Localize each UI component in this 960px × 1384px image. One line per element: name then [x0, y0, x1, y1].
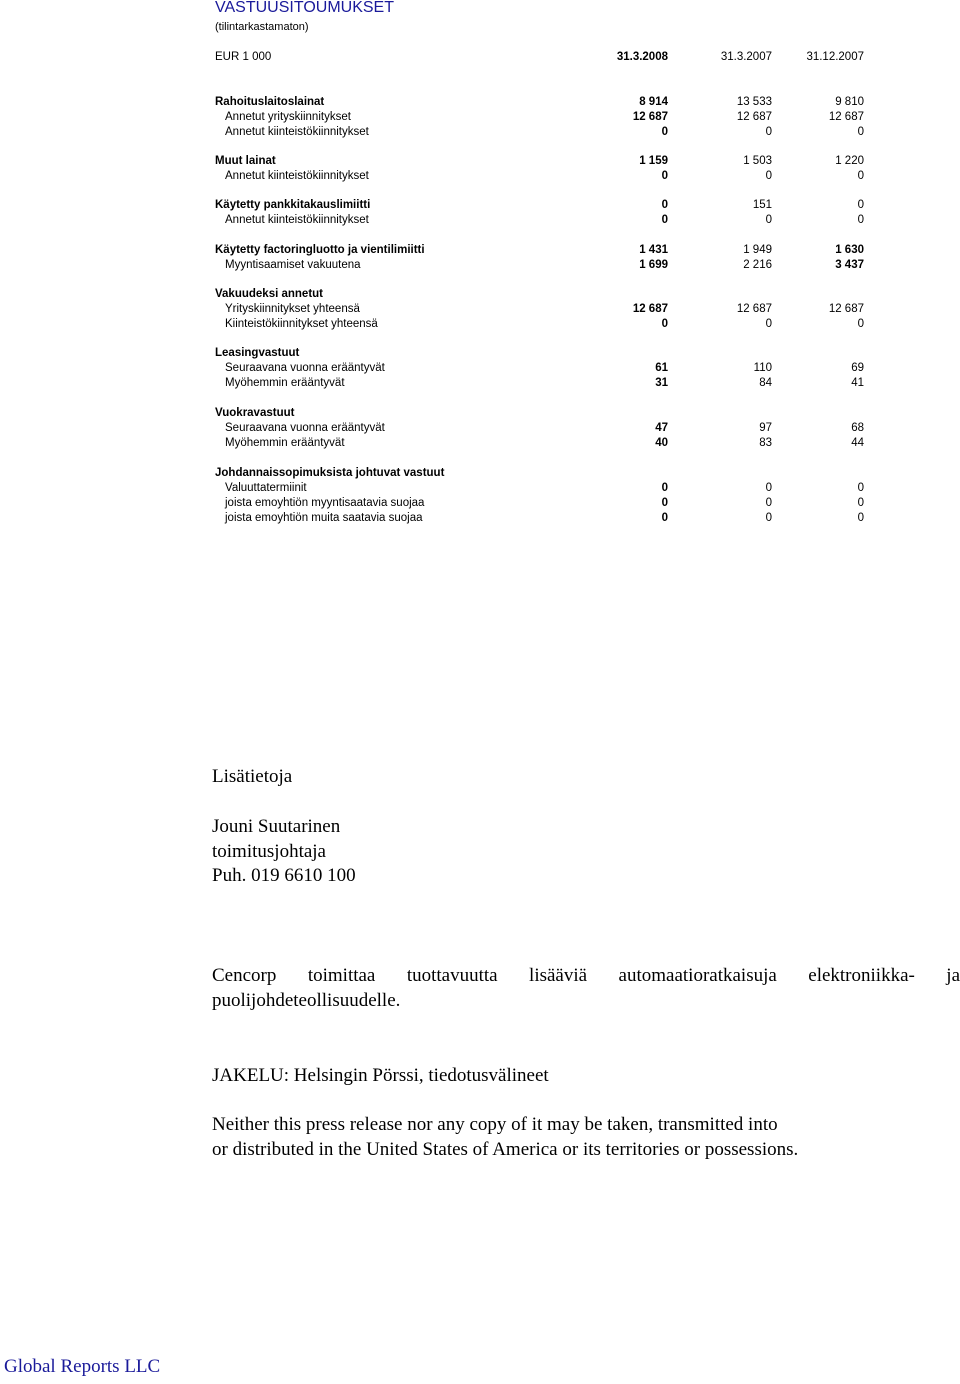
row-label: joista emoyhtiön myyntisaatavia suojaa [225, 497, 425, 509]
cell-value: 1 220 [835, 155, 864, 167]
cell-value: 12 687 [828, 303, 864, 315]
row-label: Käytetty pankkitakauslimiitti [215, 199, 371, 211]
cell-value: 0 [765, 482, 772, 494]
table-row [0, 110, 960, 125]
row-label: Annetut yrityskiinnitykset [225, 111, 351, 123]
cell-value: 8 914 [639, 96, 668, 108]
cell-value: 83 [759, 437, 772, 449]
row-label: Myöhemmin erääntyvät [225, 437, 345, 449]
contact-role: toimitusjohtaja [212, 841, 326, 862]
cell-value: 0 [857, 482, 864, 494]
table-row [0, 302, 960, 317]
row-label: Seuraavana vuonna erääntyvät [225, 422, 385, 434]
cell-value: 12 687 [632, 303, 668, 315]
row-label: Annetut kiinteistökiinnitykset [225, 126, 369, 138]
column-header: 31.3.2008 [616, 51, 668, 63]
cell-value: 1 630 [835, 244, 864, 256]
cell-value: 12 687 [632, 111, 668, 123]
table-header [0, 50, 960, 65]
row-label: Rahoituslaitoslainat [215, 96, 325, 108]
cell-value: 1 699 [639, 259, 668, 271]
cell-value: 0 [857, 318, 864, 330]
cell-value: 2 216 [743, 259, 772, 271]
cell-value: 0 [661, 482, 668, 494]
table-row [0, 361, 960, 376]
currency-label: EUR 1 000 [215, 51, 272, 63]
table-row [0, 95, 960, 110]
cell-value: 1 949 [743, 244, 772, 256]
column-header: 31.3.2007 [720, 51, 772, 63]
cell-value: 0 [765, 170, 772, 182]
table-row [0, 213, 960, 228]
cell-value: 41 [851, 377, 864, 389]
disclaimer-line-2: or distributed in the United States of America or its territories or possessions. [212, 1139, 799, 1160]
cell-value: 0 [661, 199, 668, 211]
table-row [0, 496, 960, 511]
cell-value: 40 [655, 437, 668, 449]
row-label: Kiinteistökiinnitykset yhteensä [225, 318, 378, 330]
row-label: joista emoyhtiön muita saatavia suojaa [225, 512, 423, 524]
row-label: Myyntisaamiset vakuutena [225, 259, 361, 271]
cell-value: 0 [857, 497, 864, 509]
cell-value: 69 [851, 362, 864, 374]
cell-value: 31 [655, 377, 668, 389]
table-row [0, 198, 960, 213]
column-header: 31.12.2007 [806, 51, 864, 63]
section-label: Johdannaissopimuksista johtuvat vastuut [215, 467, 445, 479]
cell-value: 3 437 [835, 259, 864, 271]
cell-value: 0 [661, 497, 668, 509]
table-row [0, 436, 960, 451]
contact-heading: Lisätietoja [212, 766, 293, 787]
table-row [0, 346, 960, 361]
cell-value: 0 [857, 170, 864, 182]
cell-value: 12 687 [828, 111, 864, 123]
row-label: Annetut kiinteistökiinnitykset [225, 170, 369, 182]
cell-value: 1 431 [639, 244, 668, 256]
row-label: Käytetty factoringluotto ja vientilimiitti [215, 244, 425, 256]
cell-value: 97 [759, 422, 772, 434]
cell-value: 68 [851, 422, 864, 434]
company-description-line-1: Cencorp toimittaa tuottavuutta lisääviä automaatioratkaisuja elektroniikka- ja [212, 965, 960, 986]
cell-value: 1 159 [639, 155, 668, 167]
cell-value: 0 [857, 214, 864, 226]
table-row [0, 376, 960, 391]
cell-value: 0 [765, 214, 772, 226]
table-row [0, 511, 960, 526]
page-subtitle: (tilintarkastamaton) [215, 21, 309, 33]
cell-value: 12 687 [736, 303, 772, 315]
page-title: VASTUUSITOUMUKSET [215, 0, 394, 16]
cell-value: 0 [765, 126, 772, 138]
disclaimer-line-1: Neither this press release nor any copy of it may be taken, transmitted into [212, 1114, 778, 1135]
cell-value: 44 [851, 437, 864, 449]
section-label: Vuokravastuut [215, 407, 295, 419]
footer-watermark: Global Reports LLC [4, 1356, 161, 1377]
cell-value: 84 [759, 377, 772, 389]
cell-value: 61 [655, 362, 668, 374]
table-row [0, 466, 960, 481]
cell-value: 0 [661, 512, 668, 524]
distribution-line: JAKELU: Helsingin Pörssi, tiedotusvälineet [212, 1065, 549, 1086]
table-row [0, 243, 960, 258]
table-row [0, 169, 960, 184]
cell-value: 0 [661, 318, 668, 330]
table-row [0, 481, 960, 496]
cell-value: 9 810 [835, 96, 864, 108]
cell-value: 13 533 [736, 96, 772, 108]
contact-phone: Puh. 019 6610 100 [212, 865, 356, 886]
row-label: Myöhemmin erääntyvät [225, 377, 345, 389]
table-row [0, 154, 960, 169]
cell-value: 1 503 [743, 155, 772, 167]
row-label: Seuraavana vuonna erääntyvät [225, 362, 385, 374]
cell-value: 47 [655, 422, 668, 434]
table-row [0, 287, 960, 302]
cell-value: 151 [752, 199, 772, 211]
row-label: Yrityskiinnitykset yhteensä [225, 303, 360, 315]
cell-value: 0 [661, 126, 668, 138]
section-label: Leasingvastuut [215, 347, 300, 359]
cell-value: 0 [661, 214, 668, 226]
row-label: Valuuttatermiinit [225, 482, 307, 494]
contact-name: Jouni Suutarinen [212, 816, 341, 837]
section-label: Vakuudeksi annetut [215, 288, 324, 300]
cell-value: 0 [857, 199, 864, 211]
company-description-line-2: puolijohdeteollisuudelle. [212, 990, 401, 1011]
table-row [0, 406, 960, 421]
table-row [0, 421, 960, 436]
cell-value: 12 687 [736, 111, 772, 123]
cell-value: 0 [857, 512, 864, 524]
cell-value: 0 [857, 126, 864, 138]
row-label: Annetut kiinteistökiinnitykset [225, 214, 369, 226]
cell-value: 0 [765, 497, 772, 509]
cell-value: 0 [765, 512, 772, 524]
cell-value: 110 [753, 362, 772, 374]
row-label: Muut lainat [215, 155, 276, 167]
table-row [0, 317, 960, 332]
cell-value: 0 [765, 318, 772, 330]
cell-value: 0 [661, 170, 668, 182]
table-row [0, 258, 960, 273]
table-row [0, 125, 960, 140]
